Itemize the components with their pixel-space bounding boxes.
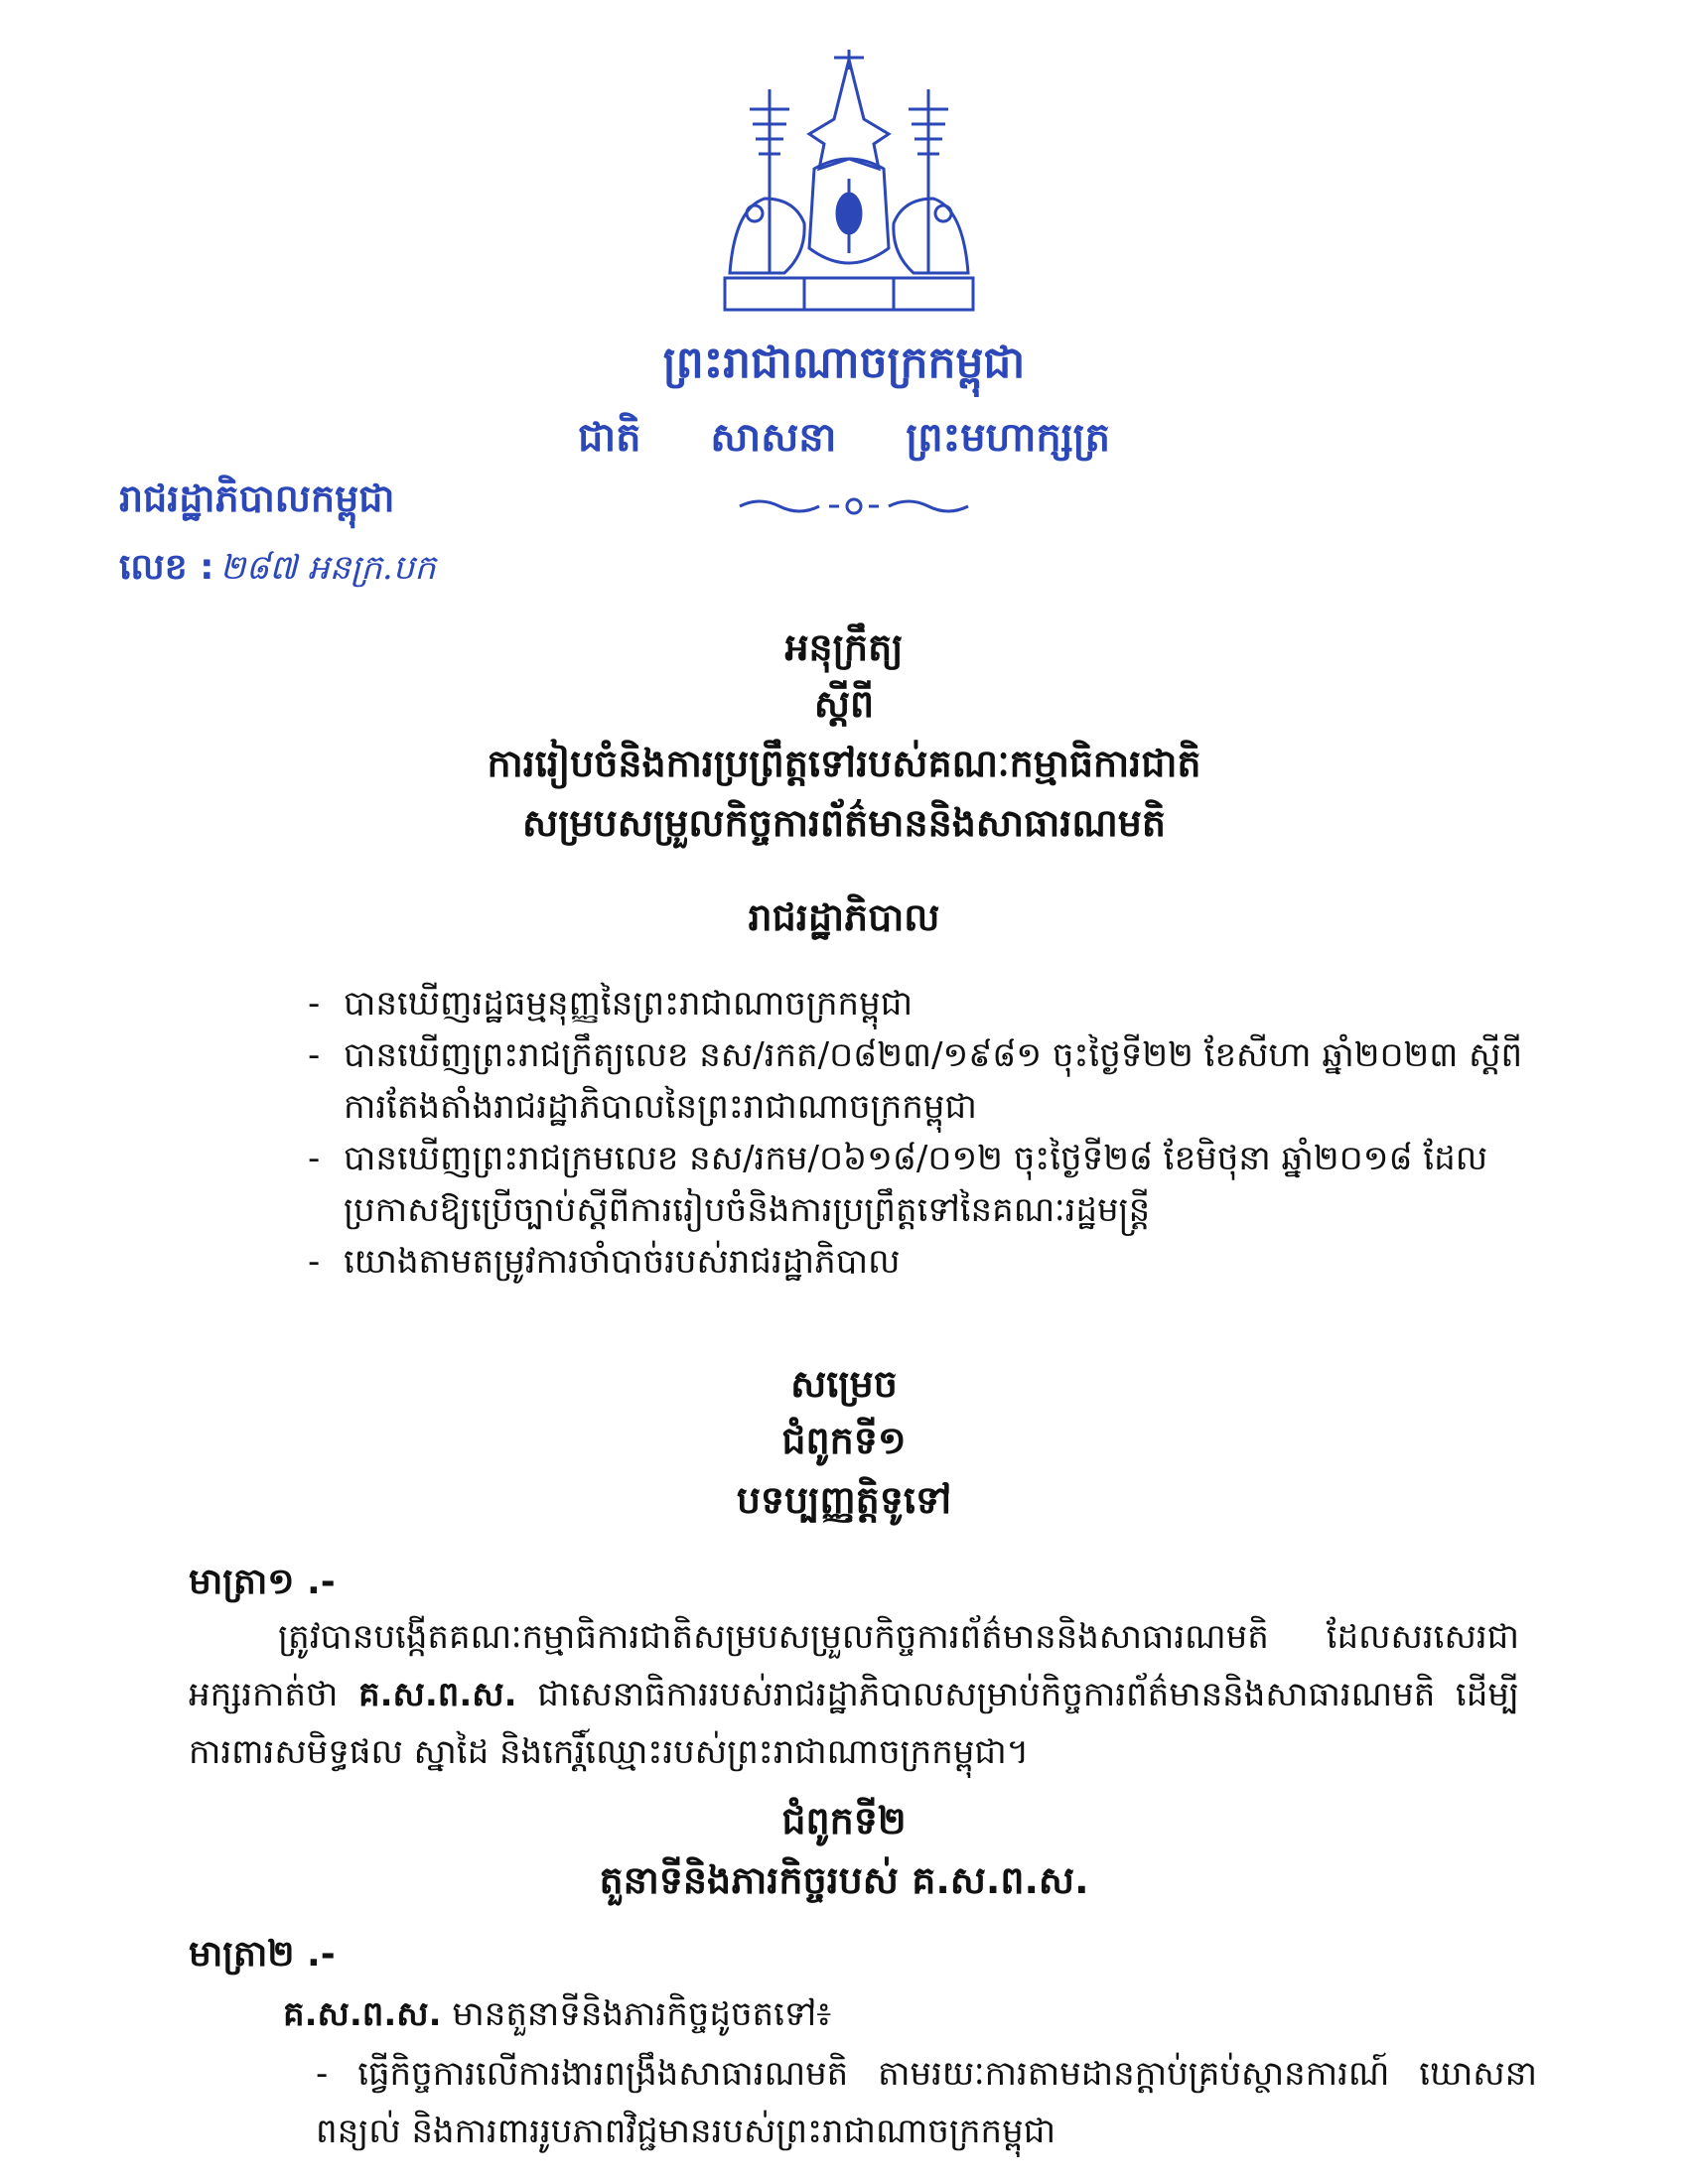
decision-heading: សម្រេច: [790, 1362, 898, 1406]
doc-subject-line1: ការរៀបចំនិងការប្រព្រឹត្តទៅរបស់គណៈកម្មាធិការជាតិ: [487, 742, 1201, 785]
doc-type: អនុក្រឹត្យ: [784, 625, 904, 669]
article1-label: មាត្រា១ .-: [189, 1562, 336, 1602]
government-header: រាជរដ្ឋាភិបាលកម្ពុជា: [119, 477, 395, 520]
article2-label: មាត្រា២ .-: [189, 1934, 336, 1975]
article2-intro: គ.ស.ព.ស. មានតួនាទីនិងភារកិច្ចដូចតទៅ៖: [283, 1994, 832, 2034]
chapter2-label: ជំពូកទី២: [781, 1799, 907, 1843]
motto-nation: ជាតិ: [578, 415, 641, 461]
authority-heading: រាជរដ្ឋាភិបាល: [748, 895, 940, 939]
chapter1-label: ជំពូកទី១: [781, 1419, 907, 1462]
article2-bullet: - ធ្វើកិច្ចការលើការងារពង្រឹងសាធារណមតិ តាមរយៈការតាមដានក្តាប់គ្រប់ស្ថានការណ៍ ឃោសនាពន្យល់ និងការពាររូបភាពវិជ្ជមានរបស់ព្រះរាជាណាចក្រកម្ពុជា: [316, 2054, 1538, 2151]
preamble-item: - បានឃើញព្រះរាជក្រឹត្យលេខ នស/រកត/០៨២៣/១៩៨១ ចុះថ្ងៃទី២២ ខែសីហា ឆ្នាំ២០២៣ ស្ដីពីការតែងតាំងរាជរដ្ឋាភិបាលនៃព្រះរាជាណាចក្រកម្ពុជា: [308, 1035, 1523, 1127]
chapter1-title: បទប្បញ្ញត្តិទូទៅ: [736, 1478, 952, 1522]
ref-label: លេខ :: [119, 547, 214, 588]
doc-about: ស្ដីពី: [813, 682, 875, 726]
article1-text: ត្រូវបានបង្កើតគណៈកម្មាធិការជាតិសម្របសម្រួលកិច្ចការព័ត៌មាននិងសាធារណមតិ ដែលសរសេរជាអក្សរកាត់ថា គ.ស.ព.ស. ជាសេនាធិការរបស់រាជរដ្ឋាភិបាលសម្រាប់កិច្ចការព័ត៌មាននិងសាធារណមតិ ដើម្បីការពារសមិទ្ធផល ស្នាដៃ និងកេរ្តិ៍ឈ្មោះរបស់ព្រះរាជាណាចក្រកម្ពុជា។: [189, 1617, 1519, 1772]
preamble-item: - យោងតាមតម្រូវការចាំបាច់របស់រាជរដ្ឋាភិបាល: [308, 1242, 901, 1282]
ref-number-handwritten: ២៨៧ អនក្រ.បក: [219, 548, 436, 588]
motto-king: ព្រះមហាក្សត្រ: [906, 415, 1110, 461]
reference-number: [119, 544, 436, 597]
chapter2-title: តួនាទីនិងភារកិច្ចរបស់ គ.ស.ព.ស.: [599, 1858, 1089, 1902]
royal-emblem-icon: [715, 50, 983, 318]
preamble-item: - បានឃើញព្រះរាជក្រមលេខ នស/រកម/០៦១៨/០១២ ចុះថ្ងៃទី២៨ ខែមិថុនា ឆ្នាំ២០១៨ ដែលប្រកាសឱ្យប្រើច្បាប់ស្ដីពីការរៀបចំនិងការប្រព្រឹត្តទៅនៃគណៈរដ្ឋមន្ត្រី: [308, 1139, 1488, 1230]
preamble-list: [308, 978, 1539, 1288]
ornamental-divider-icon: [735, 493, 973, 519]
doc-subject-line2: សម្របសម្រួលកិច្ចការព័ត៌មាននិងសាធារណមតិ: [522, 801, 1166, 845]
preamble-item: - បានឃើញរដ្ឋធម្មនុញ្ញនៃព្រះរាជាណាចក្រកម្ពុជា: [308, 984, 914, 1024]
motto-religion: សាសនា: [710, 415, 837, 461]
kingdom-title: ព្រះរាជាណាចក្រកម្ពុជា: [662, 338, 1026, 388]
national-motto: [0, 412, 1688, 471]
